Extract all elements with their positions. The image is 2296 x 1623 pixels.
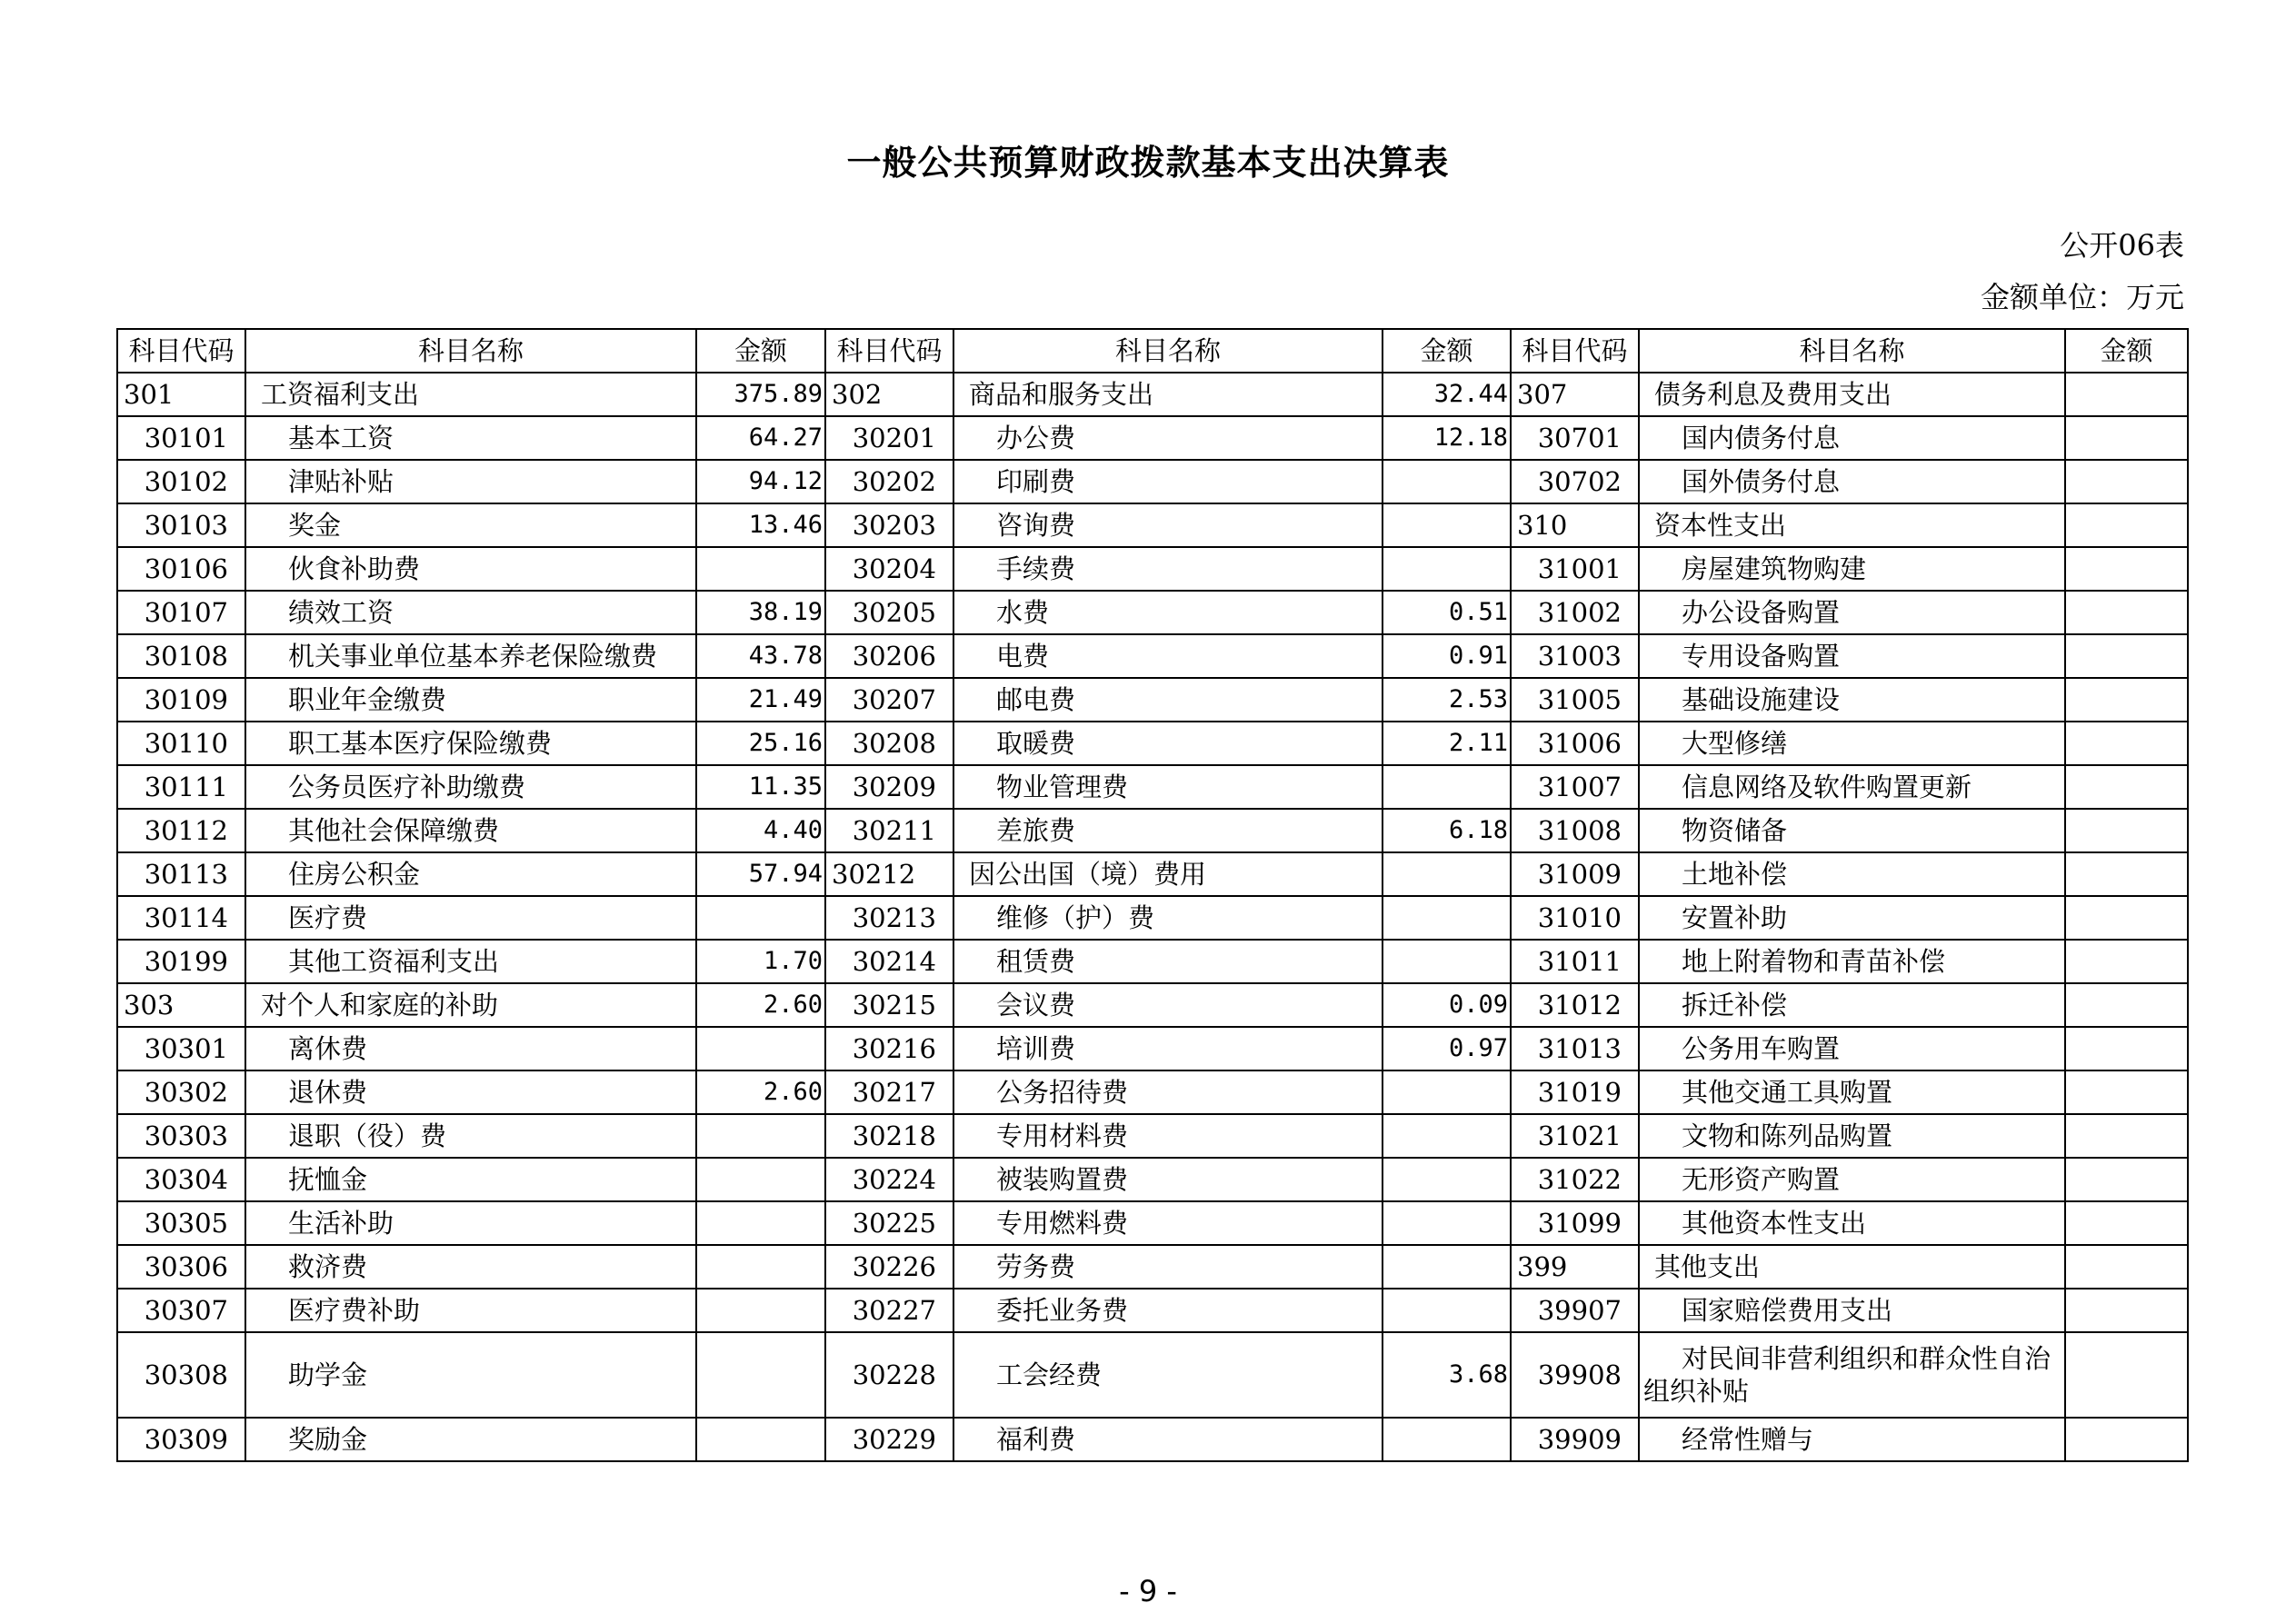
table-row: [117, 634, 2188, 678]
amount-cell: [1383, 460, 1511, 503]
table-row: [117, 373, 2188, 416]
subject-name-cell: 水费: [953, 591, 1383, 634]
subject-name-cell: 职业年金缴费: [245, 678, 696, 722]
table-row: [117, 678, 2188, 722]
subject-name-cell: 会议费: [953, 983, 1383, 1027]
subject-code-cell: 30211: [825, 809, 953, 852]
amount-cell: [2065, 1070, 2188, 1114]
subject-name-cell: 手续费: [953, 547, 1383, 591]
subject-code-cell: 39908: [1511, 1332, 1639, 1418]
amount-cell: [696, 1289, 825, 1332]
amount-cell: [1383, 765, 1511, 809]
subject-name-cell: 维修（护）费: [953, 896, 1383, 940]
subject-code-cell: 30227: [825, 1289, 953, 1332]
table-row: [117, 765, 2188, 809]
page-number: - 9 -: [1119, 1574, 1177, 1608]
amount-cell: 4.40: [696, 809, 825, 852]
subject-name-cell: 土地补偿: [1639, 852, 2065, 896]
amount-cell: [2065, 373, 2188, 416]
subject-name-cell: 助学金: [245, 1332, 696, 1418]
subject-code-cell: 30201: [825, 416, 953, 460]
subject-name-cell: 医疗费补助: [245, 1289, 696, 1332]
amount-cell: 64.27: [696, 416, 825, 460]
header-amount-1: 金额: [696, 329, 825, 373]
table-row: [117, 460, 2188, 503]
amount-cell: 0.09: [1383, 983, 1511, 1027]
subject-name-cell: 国外债务付息: [1639, 460, 2065, 503]
header-amount-3: 金额: [2065, 329, 2188, 373]
amount-cell: [696, 1201, 825, 1245]
subject-name-cell: 基础设施建设: [1639, 678, 2065, 722]
subject-code-cell: 310: [1511, 503, 1639, 547]
amount-cell: 25.16: [696, 722, 825, 765]
subject-code-cell: 30216: [825, 1027, 953, 1070]
subject-name-cell: 邮电费: [953, 678, 1383, 722]
amount-cell: [2065, 1289, 2188, 1332]
subject-name-cell: 办公费: [953, 416, 1383, 460]
table-row: [117, 809, 2188, 852]
subject-code-cell: 31021: [1511, 1114, 1639, 1158]
subject-name-cell: 地上附着物和青苗补偿: [1639, 940, 2065, 983]
table-body: [117, 373, 2188, 1461]
amount-cell: [1383, 896, 1511, 940]
amount-cell: [696, 1158, 825, 1201]
amount-cell: 2.60: [696, 983, 825, 1027]
amount-cell: [1383, 852, 1511, 896]
subject-code-cell: 30214: [825, 940, 953, 983]
amount-cell: [1383, 1289, 1511, 1332]
subject-name-cell: 公务招待费: [953, 1070, 1383, 1114]
subject-name-cell: 对个人和家庭的补助: [245, 983, 696, 1027]
subject-name-cell: 退职（役）费: [245, 1114, 696, 1158]
amount-cell: [2065, 591, 2188, 634]
subject-code-cell: 30113: [117, 852, 245, 896]
subject-name-cell: 办公设备购置: [1639, 591, 2065, 634]
subject-name-cell: 退休费: [245, 1070, 696, 1114]
amount-cell: 0.51: [1383, 591, 1511, 634]
subject-name-cell: 其他社会保障缴费: [245, 809, 696, 852]
subject-name-cell: 咨询费: [953, 503, 1383, 547]
subject-code-cell: 30229: [825, 1418, 953, 1461]
subject-name-cell: 租赁费: [953, 940, 1383, 983]
subject-code-cell: 302: [825, 373, 953, 416]
subject-name-cell: 国内债务付息: [1639, 416, 2065, 460]
amount-cell: [696, 1027, 825, 1070]
subject-code-cell: 30213: [825, 896, 953, 940]
amount-cell: [2065, 1245, 2188, 1289]
table-row: [117, 852, 2188, 896]
amount-cell: [2065, 460, 2188, 503]
amount-cell: 2.53: [1383, 678, 1511, 722]
amount-cell: 21.49: [696, 678, 825, 722]
table-row: [117, 1158, 2188, 1201]
subject-code-cell: 31012: [1511, 983, 1639, 1027]
subject-name-cell: 工会经费: [953, 1332, 1383, 1418]
table-row: [117, 1332, 2188, 1418]
subject-name-cell: 拆迁补偿: [1639, 983, 2065, 1027]
subject-name-cell: 经常性赠与: [1639, 1418, 2065, 1461]
header-name-1: 科目名称: [245, 329, 696, 373]
amount-cell: 38.19: [696, 591, 825, 634]
subject-code-cell: 31013: [1511, 1027, 1639, 1070]
amount-cell: [2065, 852, 2188, 896]
subject-name-cell: 绩效工资: [245, 591, 696, 634]
subject-name-cell: 伙食补助费: [245, 547, 696, 591]
amount-cell: [1383, 1114, 1511, 1158]
subject-code-cell: 31002: [1511, 591, 1639, 634]
amount-cell: [2065, 1114, 2188, 1158]
subject-name-cell: 职工基本医疗保险缴费: [245, 722, 696, 765]
subject-code-cell: 30306: [117, 1245, 245, 1289]
subject-code-cell: 30207: [825, 678, 953, 722]
subject-code-cell: 30202: [825, 460, 953, 503]
amount-cell: [2065, 896, 2188, 940]
subject-code-cell: 301: [117, 373, 245, 416]
subject-name-cell: 机关事业单位基本养老保险缴费: [245, 634, 696, 678]
amount-cell: 57.94: [696, 852, 825, 896]
subject-name-cell: 其他资本性支出: [1639, 1201, 2065, 1245]
subject-code-cell: 31009: [1511, 852, 1639, 896]
subject-name-cell: 印刷费: [953, 460, 1383, 503]
subject-name-cell: 国家赔偿费用支出: [1639, 1289, 2065, 1332]
amount-cell: [1383, 1070, 1511, 1114]
subject-name-cell: 救济费: [245, 1245, 696, 1289]
subject-code-cell: 30224: [825, 1158, 953, 1201]
subject-name-cell: 委托业务费: [953, 1289, 1383, 1332]
header-code-2: 科目代码: [825, 329, 953, 373]
subject-code-cell: 30205: [825, 591, 953, 634]
subject-code-cell: 30203: [825, 503, 953, 547]
subject-name-cell: 商品和服务支出: [953, 373, 1383, 416]
subject-code-cell: 399: [1511, 1245, 1639, 1289]
subject-name-cell: 津贴补贴: [245, 460, 696, 503]
amount-cell: 6.18: [1383, 809, 1511, 852]
amount-cell: [1383, 547, 1511, 591]
table-row: [117, 1245, 2188, 1289]
amount-cell: [1383, 1158, 1511, 1201]
form-code: 公开06表: [2060, 228, 2184, 263]
subject-name-cell: 离休费: [245, 1027, 696, 1070]
amount-cell: [2065, 1418, 2188, 1461]
amount-cell: [696, 1332, 825, 1418]
subject-code-cell: 30309: [117, 1418, 245, 1461]
subject-code-cell: 31005: [1511, 678, 1639, 722]
table-row: [117, 1114, 2188, 1158]
amount-cell: 375.89: [696, 373, 825, 416]
subject-code-cell: 30301: [117, 1027, 245, 1070]
subject-code-cell: 30101: [117, 416, 245, 460]
subject-name-cell: 被装购置费: [953, 1158, 1383, 1201]
subject-name-cell: 差旅费: [953, 809, 1383, 852]
subject-name-cell: 公务员医疗补助缴费: [245, 765, 696, 809]
subject-name-cell: 无形资产购置: [1639, 1158, 2065, 1201]
amount-cell: 0.91: [1383, 634, 1511, 678]
subject-code-cell: 31008: [1511, 809, 1639, 852]
subject-name-cell: 物业管理费: [953, 765, 1383, 809]
table-row: [117, 1201, 2188, 1245]
subject-code-cell: 30225: [825, 1201, 953, 1245]
subject-code-cell: 30209: [825, 765, 953, 809]
amount-cell: [2065, 416, 2188, 460]
subject-name-cell: 资本性支出: [1639, 503, 2065, 547]
subject-code-cell: 30226: [825, 1245, 953, 1289]
amount-cell: 32.44: [1383, 373, 1511, 416]
subject-code-cell: 31006: [1511, 722, 1639, 765]
amount-cell: [2065, 1027, 2188, 1070]
subject-name-cell: 住房公积金: [245, 852, 696, 896]
amount-cell: [696, 896, 825, 940]
subject-code-cell: 39909: [1511, 1418, 1639, 1461]
amount-cell: [1383, 940, 1511, 983]
subject-name-cell: 专用材料费: [953, 1114, 1383, 1158]
subject-code-cell: 31019: [1511, 1070, 1639, 1114]
amount-cell: [2065, 765, 2188, 809]
subject-name-cell: 奖金: [245, 503, 696, 547]
subject-code-cell: 39907: [1511, 1289, 1639, 1332]
amount-cell: [2065, 678, 2188, 722]
amount-cell: [1383, 1201, 1511, 1245]
header-name-3: 科目名称: [1639, 329, 2065, 373]
subject-name-cell: 债务利息及费用支出: [1639, 373, 2065, 416]
subject-code-cell: 31007: [1511, 765, 1639, 809]
subject-code-cell: 30212: [825, 852, 953, 896]
amount-cell: [2065, 809, 2188, 852]
amount-cell: [2065, 983, 2188, 1027]
subject-code-cell: 30199: [117, 940, 245, 983]
amount-cell: [696, 547, 825, 591]
table-row: [117, 1027, 2188, 1070]
subject-name-cell: 房屋建筑物购建: [1639, 547, 2065, 591]
amount-cell: 2.11: [1383, 722, 1511, 765]
subject-code-cell: 31022: [1511, 1158, 1639, 1201]
subject-code-cell: 30217: [825, 1070, 953, 1114]
subject-name-cell: 福利费: [953, 1418, 1383, 1461]
amount-cell: 0.97: [1383, 1027, 1511, 1070]
amount-cell: [2065, 547, 2188, 591]
subject-name-cell: 基本工资: [245, 416, 696, 460]
table-row: [117, 503, 2188, 547]
table-row: [117, 722, 2188, 765]
amount-cell: [696, 1418, 825, 1461]
amount-cell: 1.70: [696, 940, 825, 983]
subject-code-cell: 30303: [117, 1114, 245, 1158]
subject-code-cell: 303: [117, 983, 245, 1027]
table-header-row: [117, 329, 2188, 373]
table-row: [117, 1070, 2188, 1114]
subject-name-cell: 其他工资福利支出: [245, 940, 696, 983]
amount-cell: [696, 1114, 825, 1158]
subject-code-cell: 30108: [117, 634, 245, 678]
subject-code-cell: 30109: [117, 678, 245, 722]
subject-code-cell: 30302: [117, 1070, 245, 1114]
subject-code-cell: 31011: [1511, 940, 1639, 983]
subject-code-cell: 30102: [117, 460, 245, 503]
subject-name-cell: 文物和陈列品购置: [1639, 1114, 2065, 1158]
amount-cell: 2.60: [696, 1070, 825, 1114]
header-code-1: 科目代码: [117, 329, 245, 373]
page-title: 一般公共预算财政拨款基本支出决算表: [846, 143, 1450, 183]
subject-code-cell: 30204: [825, 547, 953, 591]
subject-code-cell: 30701: [1511, 416, 1639, 460]
header-amount-2: 金额: [1383, 329, 1511, 373]
subject-name-cell: 生活补助: [245, 1201, 696, 1245]
subject-name-cell: 对民间非营利组织和群众性自治组织补贴: [1639, 1332, 2065, 1418]
amount-cell: [1383, 1245, 1511, 1289]
subject-name-cell: 安置补助: [1639, 896, 2065, 940]
amount-cell: [1383, 503, 1511, 547]
subject-code-cell: 30114: [117, 896, 245, 940]
subject-name-cell: 抚恤金: [245, 1158, 696, 1201]
amount-cell: 11.35: [696, 765, 825, 809]
table-row: [117, 1289, 2188, 1332]
amount-cell: 43.78: [696, 634, 825, 678]
header-name-2: 科目名称: [953, 329, 1383, 373]
amount-cell: [2065, 1201, 2188, 1245]
subject-name-cell: 医疗费: [245, 896, 696, 940]
table-row: [117, 983, 2188, 1027]
amount-cell: [2065, 634, 2188, 678]
amount-cell: [2065, 1158, 2188, 1201]
table-row: [117, 591, 2188, 634]
subject-name-cell: 公务用车购置: [1639, 1027, 2065, 1070]
subject-code-cell: 31003: [1511, 634, 1639, 678]
amount-cell: 3.68: [1383, 1332, 1511, 1418]
subject-code-cell: 30307: [117, 1289, 245, 1332]
subject-code-cell: 30702: [1511, 460, 1639, 503]
subject-code-cell: 31001: [1511, 547, 1639, 591]
subject-name-cell: 工资福利支出: [245, 373, 696, 416]
subject-code-cell: 30107: [117, 591, 245, 634]
subject-code-cell: 30304: [117, 1158, 245, 1201]
subject-code-cell: 30208: [825, 722, 953, 765]
table-row: [117, 416, 2188, 460]
subject-code-cell: 30305: [117, 1201, 245, 1245]
subject-code-cell: 30112: [117, 809, 245, 852]
subject-code-cell: 30206: [825, 634, 953, 678]
subject-name-cell: 专用燃料费: [953, 1201, 1383, 1245]
subject-name-cell: 物资储备: [1639, 809, 2065, 852]
amount-cell: [2065, 940, 2188, 983]
subject-name-cell: 其他交通工具购置: [1639, 1070, 2065, 1114]
subject-name-cell: 大型修缮: [1639, 722, 2065, 765]
subject-code-cell: 31099: [1511, 1201, 1639, 1245]
amount-cell: 13.46: [696, 503, 825, 547]
subject-code-cell: 307: [1511, 373, 1639, 416]
subject-code-cell: 30215: [825, 983, 953, 1027]
amount-unit: 金额单位：万元: [1980, 280, 2184, 314]
amount-cell: [1383, 1418, 1511, 1461]
table-row: [117, 1418, 2188, 1461]
subject-code-cell: 31010: [1511, 896, 1639, 940]
amount-cell: 94.12: [696, 460, 825, 503]
header-code-3: 科目代码: [1511, 329, 1639, 373]
subject-name-cell: 取暖费: [953, 722, 1383, 765]
subject-code-cell: 30308: [117, 1332, 245, 1418]
subject-code-cell: 30106: [117, 547, 245, 591]
subject-code-cell: 30111: [117, 765, 245, 809]
subject-name-cell: 因公出国（境）费用: [953, 852, 1383, 896]
subject-name-cell: 其他支出: [1639, 1245, 2065, 1289]
subject-code-cell: 30110: [117, 722, 245, 765]
amount-cell: 12.18: [1383, 416, 1511, 460]
subject-name-cell: 奖励金: [245, 1418, 696, 1461]
amount-cell: [2065, 722, 2188, 765]
amount-cell: [696, 1245, 825, 1289]
subject-code-cell: 30228: [825, 1332, 953, 1418]
subject-name-cell: 专用设备购置: [1639, 634, 2065, 678]
table-row: [117, 896, 2188, 940]
subject-name-cell: 电费: [953, 634, 1383, 678]
subject-code-cell: 30103: [117, 503, 245, 547]
amount-cell: [2065, 503, 2188, 547]
expenditure-table: [116, 328, 2189, 1462]
table-row: [117, 547, 2188, 591]
subject-name-cell: 培训费: [953, 1027, 1383, 1070]
table-row: [117, 940, 2188, 983]
subject-name-cell: 信息网络及软件购置更新: [1639, 765, 2065, 809]
subject-name-cell: 劳务费: [953, 1245, 1383, 1289]
amount-cell: [2065, 1332, 2188, 1418]
subject-code-cell: 30218: [825, 1114, 953, 1158]
